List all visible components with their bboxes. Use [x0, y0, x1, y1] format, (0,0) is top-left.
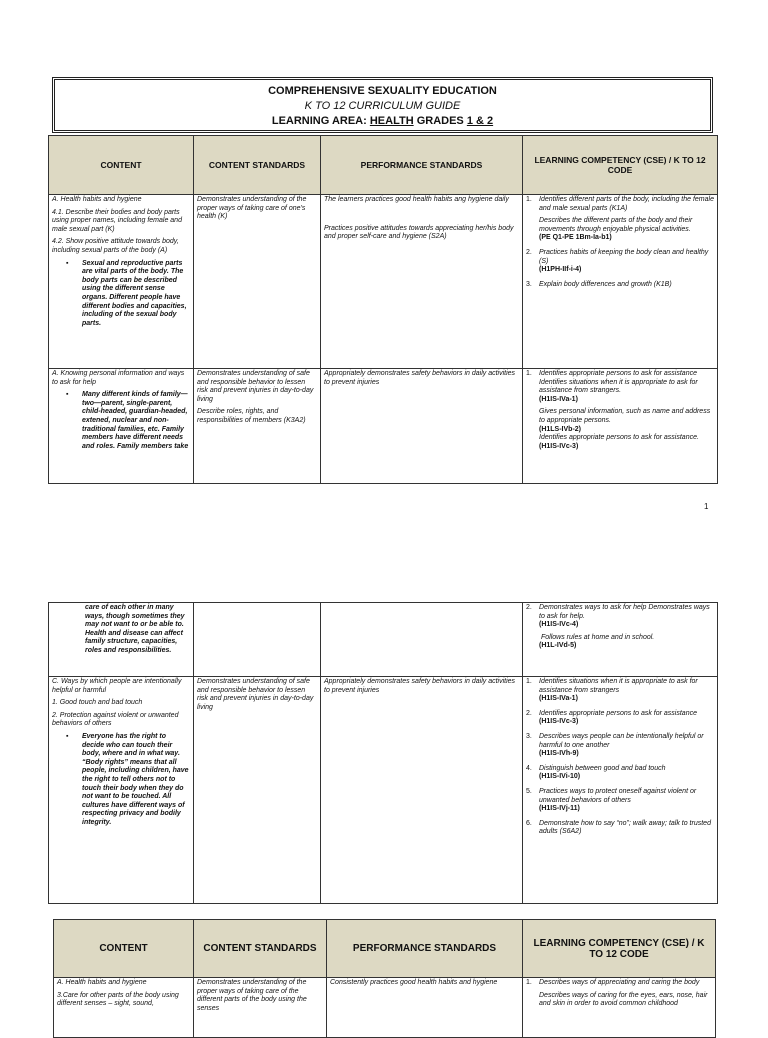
performance-text: The learners practices good health habits ang hygiene daily: [324, 196, 509, 203]
bullet-text: Everyone has the right to decide who can touch their body, where and in what way. “Body rights” means that all people, including children, have the right to tell others not to touch their body when they do not want to be touched. All cultures have different ways of respecting privacy and bodily integrity.: [82, 732, 189, 826]
competency-text: Practices habits of keeping the body clean and healthy (S): [539, 248, 709, 265]
competency-text: Distinguish between good and bad touch: [539, 764, 666, 772]
competency-code: (H1IS-IVj-11): [539, 805, 580, 813]
item-number: 3.: [526, 280, 532, 288]
content-heading: C. Ways by which people are intentionally helpful or harmful: [52, 678, 182, 694]
grades-value: 1 & 2: [466, 115, 494, 127]
competency-text: Describes ways of caring for the eyes, ears, nose, hair and skin in order to avoid common childhood: [539, 991, 708, 1008]
competency-code: (H1IS-IVa-1): [539, 395, 578, 403]
standards-text: Demonstrates understanding of the proper ways of taking care of the different parts of the body using the senses: [197, 979, 307, 1012]
page-number: 1: [704, 502, 709, 511]
content-heading: A. Health habits and hygiene: [57, 979, 147, 986]
standards-text: Demonstrates understanding of safe and responsible behavior to lessen risk and prevent injuries in day-to-day living: [197, 370, 314, 403]
item-number: 1.: [526, 196, 532, 203]
bullet-item: ▪ Everyone has the right to decide who can touch their body, where and in what way. “Body rights” means that all people, including children, have the right to tell others not to touch their body when they do not want to be touched. All cultures have different ways of respecting privacy and bodily integrity.: [66, 732, 189, 826]
bullet-item: ▪ Many different kinds of family—two—parent, single-parent, child-headed, guardian-headed, extened, nuclear and non-traditional families, etc. Family members have different needs and roles. Family members take: [66, 391, 189, 450]
document-title: COMPREHENSIVE SEXUALITY EDUCATION: [268, 85, 497, 97]
content-cell: [54, 978, 194, 1038]
content-item: 2. Protection against violent or unwanted behaviors of others: [52, 711, 179, 728]
performance-cell: [321, 603, 523, 677]
header-content: CONTENT: [49, 136, 194, 195]
item-number: 1.: [526, 370, 532, 377]
content-item: 4.1. Describe their bodies and body parts using proper names, including female and male sexual part (K): [52, 208, 182, 233]
performance-cell: [321, 369, 523, 484]
performance-text: Practices positive attitudes towards appreciating her/his body and proper self-care and hygiene (S2A): [324, 224, 514, 241]
competency-text: Identifies situations when it is appropriate to ask for assistance from strangers: [539, 678, 698, 694]
bullet-text: care of each other in many ways, though sometimes they may not want to or be able to. Health and disease can affect family structure, capacities, roles and responsibilities.: [85, 604, 185, 654]
standards-text: Describe roles, rights, and responsibilities of members (K3A2): [197, 408, 306, 424]
learning-area-line: [55, 114, 710, 129]
competency-text: Identifies appropriate persons to ask for assistance: [539, 709, 697, 717]
competency-cell: [523, 677, 718, 904]
performance-cell: [327, 978, 523, 1038]
list-item: [526, 678, 714, 704]
competency-code: (H1IS-IVh-9): [539, 750, 579, 758]
learning-area-prefix: LEARNING AREA:: [271, 115, 370, 127]
curriculum-table-2: [48, 602, 718, 904]
content-heading: A. Health habits and hygiene: [52, 196, 142, 203]
header-content: CONTENT: [54, 920, 194, 978]
competency-code: (H1IS-IVc-4): [539, 621, 579, 629]
header-performance-standards: PERFORMANCE STANDARDS: [327, 920, 523, 978]
list-item: [526, 820, 714, 837]
competency-code: (PE Q1-PE 1Bm-Ia-b1): [539, 234, 612, 242]
competency-code: (H1L-IVd-5): [539, 642, 577, 650]
standards-cell: [194, 603, 321, 677]
competency-text: Describes ways people can be intentionally helpful or harmful to one another: [539, 732, 704, 749]
bullet-item: ▪ Sexual and reproductive parts are vital parts of the body. The body parts can be described using the different sense organs. Different people have different bodies and capacities, including of the sexual body parts.: [66, 260, 190, 329]
document-title-box: [52, 77, 713, 133]
item-number: 6.: [526, 819, 532, 827]
competency-text: Describes the different parts of the body and their movements through enjoyable physical activities.: [539, 217, 693, 233]
header-learning-competency: LEARNING COMPETENCY (CSE) / K TO 12 CODE: [523, 136, 718, 195]
content-cell: [49, 677, 194, 904]
item-number: 3.: [526, 732, 532, 740]
table-row: [49, 369, 718, 484]
content-cell: [49, 603, 194, 677]
curriculum-table-1: [48, 135, 718, 484]
competency-cell: [523, 978, 716, 1038]
document-subtitle: K TO 12 CURRICULUM GUIDE: [304, 100, 461, 112]
performance-text: Appropriately demonstrates safety behaviors in daily activities to prevent injuries: [324, 370, 516, 386]
list-item: [526, 710, 714, 727]
list-item: [526, 370, 714, 451]
competency-code: (H1IS-IVi-10): [539, 773, 581, 781]
competency-code: (H1IS-IVc-3): [539, 442, 579, 450]
performance-cell: [321, 677, 523, 904]
standards-cell: [194, 369, 321, 484]
header-learning-competency: LEARNING COMPETENCY (CSE) / K TO 12 CODE: [523, 920, 716, 978]
table-row: [49, 603, 718, 677]
competency-text: Identifies appropriate persons to ask for assistance Identifies situations when it is appropriate to ask for assistance from strangers.: [539, 370, 698, 395]
content-heading: A. Knowing personal information and ways to ask for help: [52, 370, 185, 386]
header-content-standards: CONTENT STANDARDS: [194, 136, 321, 195]
performance-text: Appropriately demonstrates safety behaviors in daily activities to prevent injuries: [324, 678, 516, 694]
bullet-text: Many different kinds of family—two—parent, single-parent, child-headed, guardian-headed, extened, nuclear and non-traditional families, etc. Family members have different needs and roles. Family members take: [82, 391, 189, 450]
content-item: 3.Care for other parts of the body using different senses – sight, sound,: [57, 991, 179, 1008]
header-content-standards: CONTENT STANDARDS: [194, 920, 327, 978]
competency-text: Practices ways to protect oneself against violent or unwanted behaviors of others: [539, 787, 697, 804]
item-number: 2.: [526, 248, 532, 256]
table-row: [49, 195, 718, 369]
standards-cell: [194, 978, 327, 1038]
list-item: [526, 765, 714, 782]
item-number: 4.: [526, 764, 532, 772]
standards-cell: [194, 677, 321, 904]
header-performance-standards: PERFORMANCE STANDARDS: [321, 136, 523, 195]
competency-text: Identifies appropriate persons to ask for assistance.: [539, 434, 699, 442]
list-item: [526, 196, 714, 243]
item-number: 1.: [526, 678, 532, 685]
competency-text: Identifies different parts of the body, including the female and male sexual parts (K1A): [539, 196, 714, 212]
list-item: [526, 979, 712, 1009]
grades-prefix: GRADES: [413, 115, 467, 127]
content-cell: [49, 195, 194, 369]
competency-code: (H1PH-IIf-i-4): [539, 266, 582, 274]
learning-area-name: HEALTH: [369, 115, 414, 127]
list-item: [526, 249, 714, 275]
competency-cell: [523, 195, 718, 369]
item-number: 2.: [526, 604, 532, 611]
competency-cell: [523, 369, 718, 484]
competency-text: Follows rules at home and in school.: [541, 633, 655, 641]
content-item: 1. Good touch and bad touch: [52, 699, 143, 707]
curriculum-table-3: [53, 919, 716, 1038]
item-number: 1.: [526, 979, 532, 986]
competency-text: Demonstrates ways to ask for help Demonstrates ways to ask for help.: [539, 604, 710, 620]
competency-text: Explain body differences and growth (K1B): [539, 280, 672, 288]
performance-text: Consistently practices good health habits and hygiene: [330, 979, 498, 986]
standards-text: Demonstrates understanding of safe and responsible behavior to lessen risk and prevent injuries in day-to-day living: [197, 678, 314, 711]
table-row: [54, 978, 716, 1038]
bullet-text: Sexual and reproductive parts are vital parts of the body. The body parts can be described using the different sense organs. Different people have different bodies and capacities, including of the sexual body parts.: [82, 259, 187, 327]
standards-text: Demonstrates understanding of the proper ways of taking care of one’s health (K): [197, 196, 307, 221]
standards-cell: [194, 195, 321, 369]
competency-text: Describes ways of appreciating and caring the body: [539, 979, 700, 986]
item-number: 5.: [526, 787, 532, 795]
competency-text: Gives personal information, such as name and address to appropriate persons.: [539, 408, 711, 424]
table-row: [49, 677, 718, 904]
competency-text: Demonstrate how to say “no”; walk away; talk to trusted adults (S6A2): [539, 819, 711, 836]
item-number: 2.: [526, 709, 532, 717]
competency-cell: [523, 603, 718, 677]
list-item: [526, 604, 714, 651]
list-item: [526, 788, 714, 814]
content-item: 4.2. Show positive attitude towards body, including sexual parts of the body (A): [52, 238, 179, 254]
list-item: [526, 733, 714, 759]
list-item: [526, 281, 714, 290]
competency-code: (H1IS-IVc-3): [539, 718, 579, 726]
competency-code: (H1IS-IVa-1): [539, 695, 578, 703]
content-cell: [49, 369, 194, 484]
performance-cell: [321, 195, 523, 369]
competency-code: (H1LS-IVb-2): [539, 425, 581, 433]
